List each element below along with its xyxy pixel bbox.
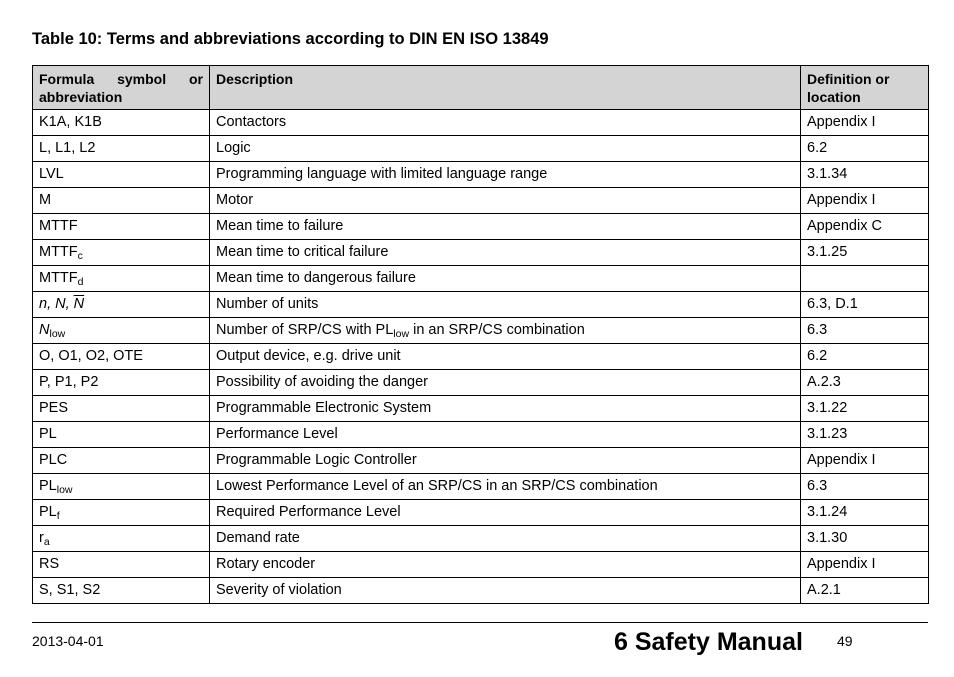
location-cell: Appendix I [801,110,929,136]
table-header-row [33,66,929,110]
table-row [33,162,929,188]
location-cell: A.2.3 [801,370,929,396]
table-row [33,214,929,240]
symbol-text: K1A, K1B [39,114,102,130]
symbol-text: PL [39,504,57,520]
table-row [33,578,929,604]
table-row [33,136,929,162]
symbol-text: MTTF [39,270,78,286]
description-cell: Severity of violation [210,578,801,604]
location-cell: 3.1.30 [801,526,929,552]
symbol-text: MTTF [39,244,78,260]
description-cell: Possibility of avoiding the danger [210,370,801,396]
description-cell: Rotary encoder [210,552,801,578]
description-cell: Required Performance Level [210,500,801,526]
description-cell: Mean time to dangerous failure [210,266,801,292]
description-cell: Number of units [210,292,801,318]
symbol-cell [33,136,210,162]
table-row [33,240,929,266]
symbol-cell [33,396,210,422]
location-cell: Appendix I [801,448,929,474]
table-row [33,474,929,500]
symbol-subscript: d [77,276,84,288]
table-row [33,448,929,474]
symbol-cell [33,240,210,266]
symbol-text: O, O1, O2, OTE [39,348,143,364]
description-cell: Contactors [210,110,801,136]
description-cell: Mean time to failure [210,214,801,240]
symbol-text: P, P1, P2 [39,374,99,390]
location-cell: 6.2 [801,344,929,370]
symbol-text: PES [39,400,69,416]
description-cell: Programmable Electronic System [210,396,801,422]
table-row [33,370,929,396]
footer-date: 2013-04-01 [32,633,104,649]
symbol-cell [33,526,210,552]
location-cell: 6.3, D.1 [801,292,929,318]
symbol-text: n, N, N [39,296,85,312]
symbol-cell [33,344,210,370]
footer-title: 6 Safety Manual [614,628,803,656]
symbol-subscript: low [49,328,66,340]
location-cell: 3.1.24 [801,500,929,526]
description-tail: in an SRP/CS combination [409,322,585,338]
table-row [33,396,929,422]
symbol-subscript: f [56,510,60,522]
symbol-text: r [39,530,44,546]
description-cell: Motor [210,188,801,214]
location-cell [801,266,929,292]
location-cell: Appendix I [801,552,929,578]
description-cell: Demand rate [210,526,801,552]
table-row [33,110,929,136]
symbol-text: M [39,192,52,208]
symbol-text: PL [39,426,57,442]
table-row [33,292,929,318]
symbol-subscript: a [43,536,50,548]
footer-divider [32,622,928,623]
description-cell: Programming language with limited language range [210,162,801,188]
location-cell: 6.3 [801,318,929,344]
symbol-cell [33,162,210,188]
symbol-text: MTTF [39,218,78,234]
symbol-text: RS [39,556,60,572]
table-row [33,422,929,448]
location-cell: 6.2 [801,136,929,162]
description-cell [210,318,801,344]
table-row [33,526,929,552]
table-row [33,344,929,370]
location-cell: 3.1.23 [801,422,929,448]
symbol-cell [33,214,210,240]
terms-table [32,65,929,604]
symbol-cell [33,370,210,396]
symbol-subscript: low [56,484,73,496]
description-subscript: low [393,328,410,340]
symbol-cell [33,552,210,578]
description-cell: Performance Level [210,422,801,448]
symbol-cell [33,266,210,292]
symbol-text: PL [39,478,57,494]
symbol-cell [33,292,210,318]
symbol-text: L, L1, L2 [39,140,96,156]
symbol-text: S, S1, S2 [39,582,101,598]
location-cell: Appendix I [801,188,929,214]
table-row [33,500,929,526]
symbol-text: LVL [39,166,64,182]
symbol-cell [33,578,210,604]
description-cell: Lowest Performance Level of an SRP/CS in an SRP/CS combination [210,474,801,500]
description-cell: Logic [210,136,801,162]
location-cell: 3.1.22 [801,396,929,422]
symbol-cell [33,500,210,526]
symbol-subscript: c [77,250,83,262]
page-number: 49 [837,633,853,649]
table-row [33,266,929,292]
location-cell: 6.3 [801,474,929,500]
table-row [33,552,929,578]
description-text: Number of SRP/CS with PL [216,322,394,338]
header-description: Description [210,66,801,110]
location-cell: 3.1.25 [801,240,929,266]
symbol-cell [33,318,210,344]
location-cell: Appendix C [801,214,929,240]
description-cell: Programmable Logic Controller [210,448,801,474]
symbol-cell [33,110,210,136]
symbol-text: N [39,322,50,338]
header-location: Definition or location [801,66,929,110]
description-cell: Mean time to critical failure [210,240,801,266]
location-cell: A.2.1 [801,578,929,604]
table-row [33,318,929,344]
description-cell: Output device, e.g. drive unit [210,344,801,370]
overlined-letter: N [73,296,85,312]
table-row [33,188,929,214]
symbol-text: PLC [39,452,68,468]
symbol-cell [33,188,210,214]
header-symbol: Formula symbol or abbreviation [33,66,210,110]
symbol-cell [33,448,210,474]
symbol-cell [33,474,210,500]
location-cell: 3.1.34 [801,162,929,188]
symbol-cell [33,422,210,448]
table-caption: Table 10: Terms and abbreviations according to DIN EN ISO 13849 [32,30,549,48]
